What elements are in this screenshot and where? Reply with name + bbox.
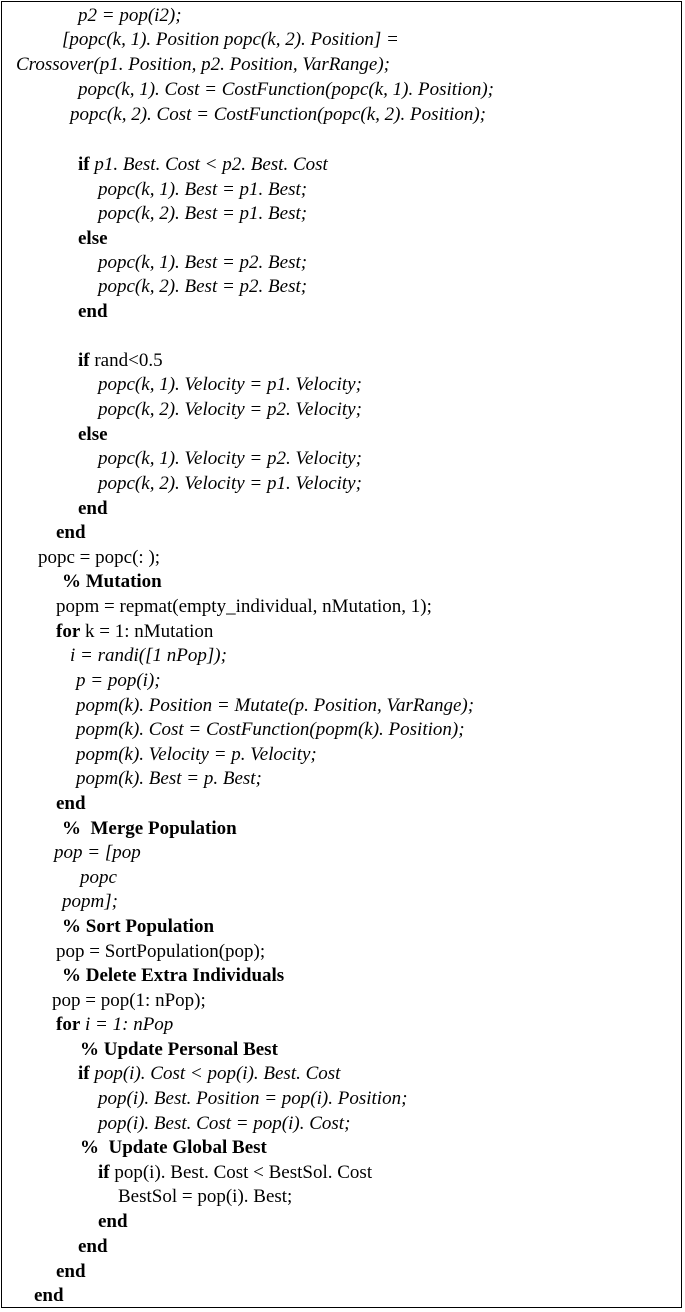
code-line: % Sort Population [62,916,215,937]
code-line: % Merge Population [62,818,237,839]
expression: rand<0.5 [89,350,163,371]
expression: pop(i). Best. Cost < BestSol. Cost [109,1162,373,1183]
code-line: end [78,498,108,519]
code-line: i = randi([1 nPop]); [70,645,227,666]
code-line [56,1013,173,1037]
code-line: popc [80,867,117,888]
code-line: popc = popc(: ); [38,547,161,568]
code-line: popm(k). Best = p. Best; [76,768,262,789]
code-line: popc(k, 1). Best = p1. Best; [98,179,308,200]
code-line: end [56,1261,86,1282]
code-line: else [78,424,108,445]
code-line: end [78,301,108,322]
expression: pop(i). Cost < pop(i). Best. Cost [89,1063,341,1084]
keyword: if [78,154,90,175]
code-line [78,153,328,177]
code-line [78,1062,340,1086]
code-line: pop = pop(1: nPop); [52,990,206,1011]
code-line [56,620,213,644]
code-line: p = pop(i); [76,670,161,691]
keyword: if [78,350,90,371]
code-line: end [34,1285,64,1306]
code-line: popc(k, 1). Velocity = p2. Velocity; [98,448,362,469]
code-line: pop(i). Best. Position = pop(i). Position; [98,1088,408,1109]
keyword: for [56,621,81,642]
code-line: pop = [pop [54,842,141,863]
code-line: popc(k, 1). Velocity = p1. Velocity; [98,374,362,395]
keyword: for [56,1014,81,1035]
code-line: % Update Global Best [80,1137,267,1158]
code-line: end [56,793,86,814]
expression: p1. Best. Cost < p2. Best. Cost [89,154,328,175]
code-line: popm(k). Velocity = p. Velocity; [76,744,317,765]
expression: i = 1: nPop [80,1014,174,1035]
keyword: if [78,1063,90,1084]
code-line: else [78,228,108,249]
expression: k = 1: nMutation [80,621,214,642]
code-line: % Update Personal Best [80,1039,278,1060]
code-line: popm]; [62,891,118,912]
code-line [98,1161,372,1185]
code-line: Crossover(p1. Position, p2. Position, VarRange); [16,54,390,75]
code-line: pop(i). Best. Cost = pop(i). Cost; [98,1113,351,1134]
code-line: popc(k, 2). Velocity = p2. Velocity; [98,399,362,420]
code-line: % Delete Extra Individuals [62,965,285,986]
code-line: popm(k). Position = Mutate(p. Position, VarRange); [76,695,475,716]
code-line: popc(k, 2). Velocity = p1. Velocity; [98,473,362,494]
code-line: popm(k). Cost = CostFunction(popm(k). Position); [76,719,465,740]
code-line: popc(k, 1). Best = p2. Best; [98,252,308,273]
code-line: p2 = pop(i2); [78,5,182,26]
code-line: end [78,1236,108,1257]
code-line: popc(k, 2). Best = p1. Best; [98,203,308,224]
keyword: if [98,1162,110,1183]
code-line: popc(k, 1). Cost = CostFunction(popc(k, 1). Position); [78,79,494,100]
code-line: % Mutation [62,571,162,592]
code-line: BestSol = pop(i). Best; [118,1186,293,1207]
code-line: end [98,1211,128,1232]
code-line: popc(k, 2). Best = p2. Best; [98,276,308,297]
code-line: end [56,522,86,543]
code-line: pop = SortPopulation(pop); [56,941,266,962]
code-line [78,349,163,373]
code-line: popm = repmat(empty_individual, nMutation, 1); [56,596,432,617]
code-line: [popc(k, 1). Position popc(k, 2). Position] = [62,29,399,50]
code-line: popc(k, 2). Cost = CostFunction(popc(k, 2). Position); [70,104,486,125]
